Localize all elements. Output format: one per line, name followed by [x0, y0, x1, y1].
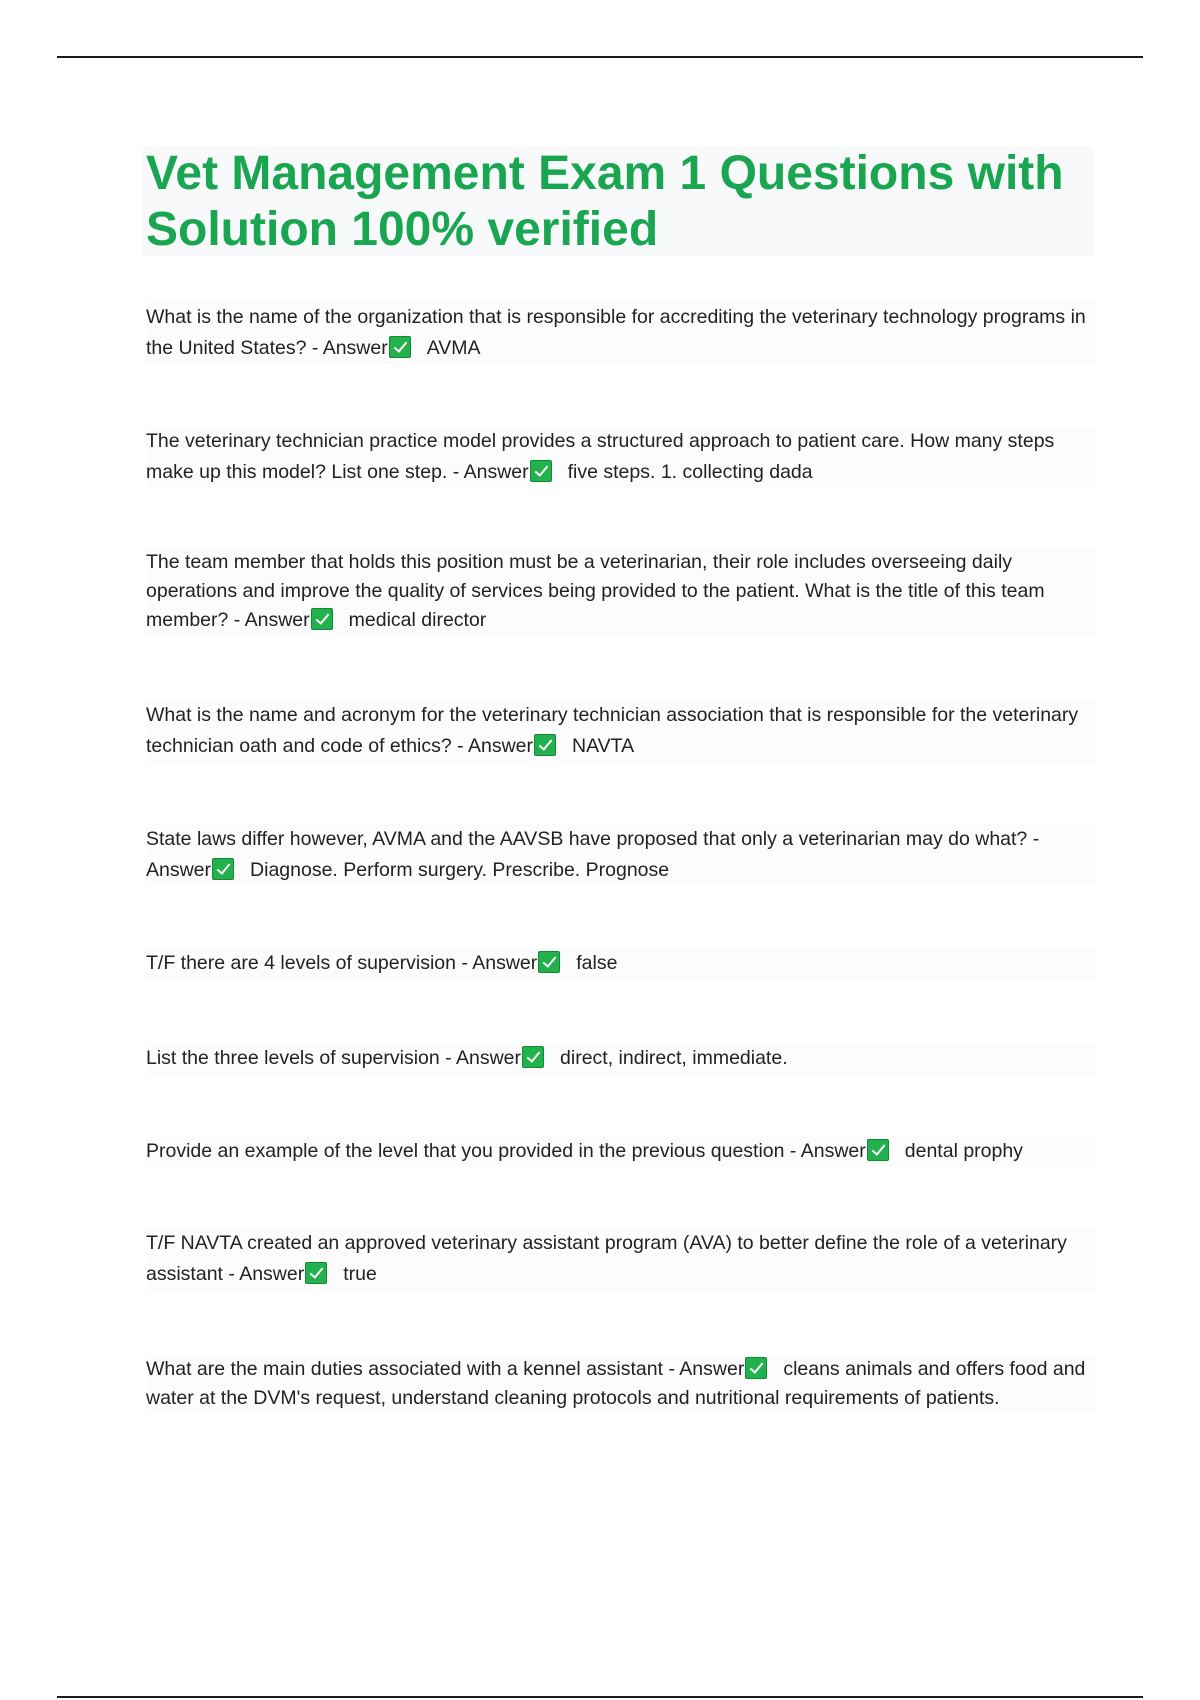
- answer-text: Diagnose. Perform surgery. Prescribe. Prognose: [250, 859, 670, 881]
- qa-item: [146, 948, 1096, 979]
- answer-marker: - Answer: [784, 1140, 866, 1162]
- answer-marker: - Answer: [306, 337, 388, 359]
- answer-text: direct, indirect, immediate.: [560, 1047, 788, 1069]
- answer-marker: - Answer: [455, 952, 538, 974]
- question-text: Provide an example of the level that you provided in the previous question: [146, 1140, 785, 1162]
- answer-marker: - Answer: [447, 461, 529, 483]
- question-text: List the three levels of supervision: [146, 1047, 440, 1069]
- qa-item: [146, 824, 1096, 886]
- qa-item: [146, 1136, 1096, 1167]
- checkmark-icon: [311, 608, 333, 630]
- answer-marker: - Answer: [439, 1047, 522, 1069]
- checkmark-icon: [522, 1046, 544, 1068]
- checkmark-icon: [745, 1357, 767, 1379]
- answer-text: dental prophy: [904, 1140, 1023, 1162]
- checkmark-icon: [534, 734, 556, 756]
- checkmark-icon: [867, 1139, 889, 1161]
- question-text: What are the main duties associated with a kennel assistant: [146, 1358, 664, 1380]
- page-title: Vet Management Exam 1 Questions with Solution 100% verified: [146, 147, 1064, 256]
- question-text: T/F there are 4 levels of supervision: [146, 952, 456, 974]
- question-text: The team member that holds this position must be a veterinarian, their role includes overseeing daily operations and improve the quality of services being provided to the patient. What is the title of this team member?: [146, 551, 1045, 631]
- question-text: T/F NAVTA created an approved veterinary assistant program (AVA) to better define the role of a veterinary assistant: [146, 1232, 1067, 1285]
- bottom-rule: [57, 1696, 1143, 1698]
- answer-marker: - Answer: [451, 735, 533, 757]
- answer-text: true: [343, 1263, 377, 1285]
- question-text: What is the name and acronym for the veterinary technician association that is responsible for the veterinary technician oath and code of ethics?: [146, 704, 1079, 757]
- answer-text: cleans animals and offers food and water at the DVM's request, understand cleaning protocols and nutritional requirements of patients.: [146, 1358, 1086, 1409]
- answer-marker: - Answer: [222, 1263, 305, 1285]
- answer-text: false: [576, 952, 618, 974]
- qa-item: [146, 1043, 1096, 1074]
- qa-item: [146, 1355, 1096, 1413]
- question-text: What is the name of the organization that is responsible for accrediting the veterinary technology programs in the United States?: [146, 306, 1086, 359]
- question-text: The veterinary technician practice model provides a structured approach to patient care. How many steps make up this model? List one step.: [146, 430, 1055, 483]
- qa-item: [146, 302, 1096, 364]
- qa-item: [146, 548, 1096, 635]
- answer-text: medical director: [348, 609, 487, 631]
- answer-text: five steps. 1. collecting dada: [567, 461, 813, 483]
- qa-item: [146, 700, 1096, 762]
- answer-text: NAVTA: [572, 735, 635, 757]
- qa-item: [146, 426, 1096, 488]
- checkmark-icon: [305, 1262, 327, 1284]
- answer-text: AVMA: [426, 337, 481, 359]
- top-rule: [57, 56, 1143, 58]
- checkmark-icon: [389, 336, 411, 358]
- checkmark-icon: [530, 460, 552, 482]
- question-text: State laws differ however, AVMA and the AAVSB have proposed that only a veterinarian may do what?: [146, 828, 1028, 850]
- answer-marker: - Answer: [146, 828, 1040, 881]
- checkmark-icon: [538, 951, 560, 973]
- checkmark-icon: [212, 858, 234, 880]
- qa-item: [146, 1228, 1096, 1290]
- answer-marker: - Answer: [228, 609, 310, 631]
- answer-marker: - Answer: [663, 1358, 745, 1380]
